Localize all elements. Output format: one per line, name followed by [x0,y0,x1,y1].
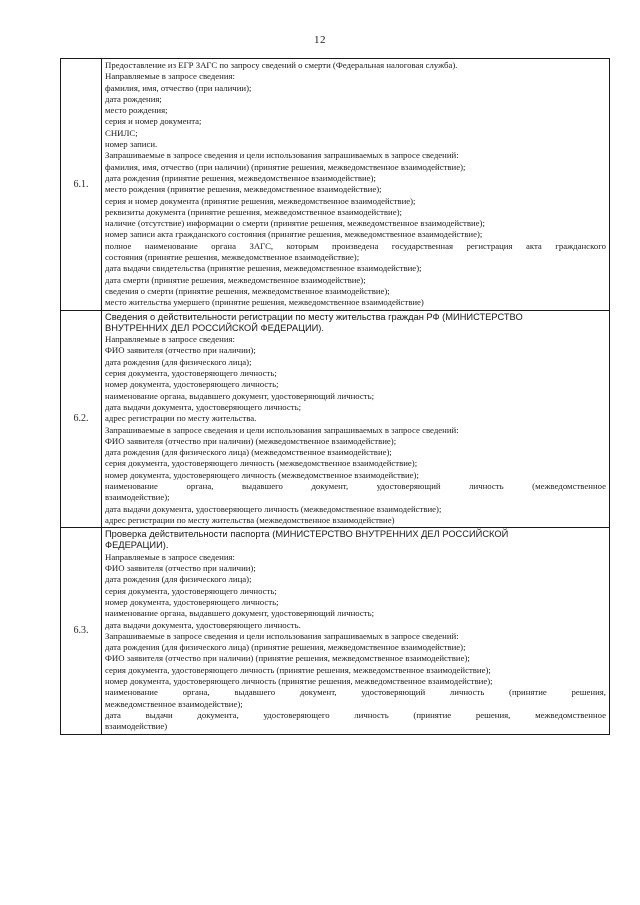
content-line: серия документа, удостоверяющего личность; [105,585,277,596]
row-content-text [102,528,609,733]
row-content-text [102,59,609,310]
content-line: Проверка действительности паспорта (МИНИСТЕРСТВО ВНУТРЕННИХ ДЕЛ РОССИЙСКОЙ [105,529,509,540]
content-line: адрес регистрации по месту жительства (межведомственное взаимодействие) [105,514,395,525]
content-line: фамилия, имя, отчество (при наличии) (принятие решения, межведомственное взаимодействие); [105,161,466,172]
content-line: взаимодействие); [105,492,170,503]
content-line: наличие (отсутствие) информации о смерти (принятие решения, межведомственное взаимодействие); [105,218,485,229]
content-line: ФИО заявителя (отчество при наличии) (межведомственное взаимодействие); [105,435,397,446]
content-line: серия и номер документа (принятие решения, межведомственное взаимодействие); [105,195,416,206]
content-line: дата рождения (для физического лица); [105,356,252,367]
content-line: Сведения о действительности регистрации по месту жительства граждан РФ (МИНИСТЕРСТВО [105,311,523,322]
content-line: дата рождения (для физического лица) (принятие решения, межведомственное взаимодействие); [105,642,466,653]
content-line: межведомственное взаимодействие); [105,698,243,709]
content-line: Направляемые в запросе сведения: [105,71,235,82]
content-line: номер записи акта гражданского состояния (принятие решения, межведомственное взаимодействие); [105,229,483,240]
content-line: Запрашиваемые в запросе сведения и цели использования запрашиваемых в запросе сведений: [105,630,459,641]
content-line: номер документа, удостоверяющего личность; [105,596,279,607]
content-line: дата рождения (для физического лица); [105,574,252,585]
content-line: адрес регистрации по месту жительства. [105,413,257,424]
content-line: дата выдачи документа, удостоверяющего личность (принятие решения, межведомственное [105,709,606,720]
content-line: взаимодействие) [105,721,168,732]
content-line: ФИО заявителя (отчество при наличии); [105,345,256,356]
content-line: серия документа, удостоверяющего личность (межведомственное взаимодействие); [105,458,418,469]
row-content [102,59,610,311]
content-line: серия документа, удостоверяющего личность (принятие решения, межведомственное взаимодействие); [105,664,491,675]
content-line: полное наименование органа ЗАГС, которым произведена государственная регистрация акта гражданского [105,240,606,251]
content-line: место жительства умершего (принятие решения, межведомственное взаимодействие) [105,297,424,308]
content-line: ВНУТРЕННИХ ДЕЛ РОССИЙСКОЙ ФЕДЕРАЦИИ). [105,322,324,333]
content-line: Направляемые в запросе сведения: [105,551,235,562]
content-line: дата рождения (принятие решения, межведомственное взаимодействие); [105,172,376,183]
content-line: дата выдачи документа, удостоверяющего личность. [105,619,301,630]
content-line: дата рождения (для физического лица) (межведомственное взаимодействие); [105,447,392,458]
content-line: реквизиты документа (принятие решения, межведомственное взаимодействие); [105,206,402,217]
page-number: 12 [314,34,326,46]
content-line: ФИО заявителя (отчество при наличии); [105,563,256,574]
content-line: серия документа, удостоверяющего личность; [105,368,277,379]
content-line: состояния (принятие решения, межведомственное взаимодействие); [105,252,360,263]
table-row [61,59,610,311]
content-line: номер документа, удостоверяющего личность; [105,379,279,390]
content-line: дата выдачи свидетельства (принятие решения, межведомственное взаимодействие); [105,263,422,274]
content-line: сведения о смерти (принятие решения, межведомственное взаимодействие); [105,285,390,296]
content-line: дата выдачи документа, удостоверяющего личность; [105,401,302,412]
content-line: дата смерти (принятие решения, межведомственное взаимодействие); [105,274,366,285]
row-content [102,310,610,528]
content-line: наименование органа, выдавшего документ, удостоверяющий личность (принятие решения, [105,687,606,698]
content-line: серия и номер документа; [105,116,202,127]
content-line: ФИО заявителя (отчество при наличии) (принятие решения, межведомственное взаимодействие); [105,653,470,664]
content-line: номер документа, удостоверяющего личность (принятие решения, межведомственное взаимодействие); [105,676,493,687]
content-line: место рождения (принятие решения, межведомственное взаимодействие); [105,184,382,195]
content-line: дата рождения; [105,93,162,104]
content-line: СНИЛС; [105,127,138,138]
table-row [61,310,610,528]
table-row [61,528,610,734]
row-number: 6.3. [61,528,102,734]
content-line: ФЕДЕРАЦИИ). [105,540,169,551]
content-line: наименование органа, выдавшего документ, удостоверяющий личность; [105,608,374,619]
content-line: Запрашиваемые в запросе сведения и цели использования запрашиваемых в запросе сведений: [105,424,459,435]
content-line: номер документа, удостоверяющего личность (межведомственное взаимодействие); [105,469,419,480]
document-table [60,58,610,735]
content-line: Предоставление из ЕГР ЗАГС по запросу сведений о смерти (Федеральная налоговая служба). [105,60,458,70]
content-line: Запрашиваемые в запросе сведения и цели использования запрашиваемых в запросе сведений: [105,150,459,161]
row-content-text [102,311,609,528]
content-line: Направляемые в запросе сведения: [105,334,235,345]
row-number: 6.2. [61,310,102,528]
content-line: фамилия, имя, отчество (при наличии); [105,82,252,93]
content-line: дата выдачи документа, удостоверяющего личность (межведомственное взаимодействие); [105,503,442,514]
content-line: место рождения; [105,105,168,116]
content-line: наименование органа, выдавшего документ, удостоверяющий личность; [105,390,374,401]
content-line: наименование органа, выдавшего документ, удостоверяющий личность (межведомственное [105,480,606,491]
row-content [102,528,610,734]
content-line: номер записи. [105,139,158,150]
row-number: 6.1. [61,59,102,311]
